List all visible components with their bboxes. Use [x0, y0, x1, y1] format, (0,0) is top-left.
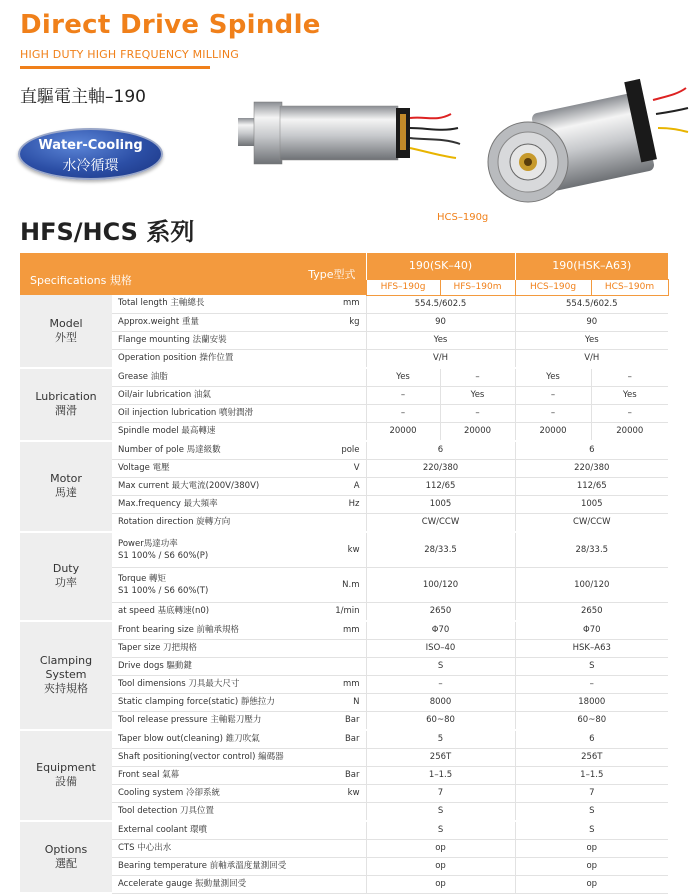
table-row: Motor 馬達 Number of pole 馬達級數 pole 6 6 [20, 441, 668, 460]
table-row: Clamping System 夾持規格 Front bearing size 前軸承規格 mm Φ70 Φ70 [20, 621, 668, 640]
page-subtitle: HIGH DUTY HIGH FREQUENCY MILLING [20, 48, 239, 61]
title-underline [20, 66, 210, 69]
table-row: Front seal 氣幕 Bar 1–1.5 1–1.5 [20, 766, 668, 784]
table-row: Duty 功率 Power馬達功率 S1 100% / S6 60%(P) kw 28/33.5 28/33.5 [20, 532, 668, 568]
table-row: Model 外型 Total length 主軸總長 mm 554.5/602.5 554.5/602.5 [20, 295, 668, 313]
table-row: Bearing temperature 前軸承溫度量測回受 op op [20, 857, 668, 875]
group-options: Options 選配 [20, 821, 112, 894]
table-row: Oil/air lubrication 油氣 – Yes – Yes [20, 386, 668, 404]
group-lubrication: Lubrication 潤滑 [20, 368, 112, 441]
table-row: at speed 基底轉速(n0) 1/min 2650 2650 [20, 602, 668, 621]
table-row: Flange mounting 法蘭安裝 Yes Yes [20, 331, 668, 349]
table-row: Equipment 設備 Taper blow out(cleaning) 錐刀吹氣 Bar 5 6 [20, 730, 668, 749]
spindle-front-image [478, 80, 688, 210]
sub-hfs-190g: HFS–190g [366, 279, 440, 295]
chinese-model-title: 直驅電主軸–190 [20, 87, 146, 107]
table-row: Drive dogs 驅動鍵 S S [20, 657, 668, 675]
image-caption: HCS–190g [437, 212, 489, 223]
table-row: Operation position 操作位置 V/H V/H [20, 349, 668, 368]
table-row: Oil injection lubrication 噴射潤滑 – – – – [20, 404, 668, 422]
badge-chinese: 水冷循環 [62, 158, 119, 174]
table-row: Approx.weight 重量 kg 90 90 [20, 313, 668, 331]
group-hsk-header: 190(HSK–A63) [515, 253, 668, 279]
group-motor: Motor 馬達 [20, 441, 112, 532]
spindle-side-image [236, 88, 466, 178]
table-row: Tool release pressure 主軸鬆刀壓力 Bar 60~80 60~80 [20, 711, 668, 730]
table-row: Cooling system 冷卻系統 kw 7 7 [20, 784, 668, 802]
group-clamping: Clamping System 夾持規格 [20, 621, 112, 730]
group-sk40-header: 190(SK–40) [366, 253, 515, 279]
table-row: Tool detection 刀具位置 S S [20, 802, 668, 821]
table-row: Tool dimensions 刀具最大尺寸 mm – – [20, 675, 668, 693]
table-row: Options 選配 External coolant 環噴 S S [20, 821, 668, 840]
sub-hfs-190m: HFS–190m [440, 279, 515, 295]
series-title: HFS/HCS 系列 [20, 218, 195, 246]
table-row: Spindle model 最高轉速 20000 20000 20000 20000 [20, 422, 668, 441]
water-cooling-badge [18, 128, 163, 180]
table-row: Shaft positioning(vector control) 編碼器 256T 256T [20, 748, 668, 766]
type-header: Type型式 [272, 253, 366, 295]
badge-english: Water-Cooling [38, 138, 143, 153]
table-row: Lubrication 潤滑 Grease 油脂 Yes – Yes – [20, 368, 668, 387]
sub-hcs-190m: HCS–190m [591, 279, 668, 295]
specifications-table [20, 253, 668, 894]
sub-hcs-190g: HCS–190g [515, 279, 591, 295]
table-row: Max current 最大電流(200V/380V) A 112/65 112/65 [20, 477, 668, 495]
table-row: Voltage 電壓 V 220/380 220/380 [20, 459, 668, 477]
group-equipment: Equipment 設備 [20, 730, 112, 821]
spec-header: Specifications 規格 [20, 253, 272, 295]
power-label: Power馬達功率 S1 100% / S6 60%(P) [112, 532, 272, 568]
table-row: Max.frequency 最大頻率 Hz 1005 1005 [20, 495, 668, 513]
table-row: Accelerate gauge 振動量測回受 op op [20, 875, 668, 893]
page-title: Direct Drive Spindle [20, 10, 321, 40]
group-model: Model 外型 [20, 295, 112, 368]
table-row: Static clamping force(static) 靜態拉力 N 8000 18000 [20, 693, 668, 711]
table-row: CTS 中心出水 op op [20, 839, 668, 857]
group-duty: Duty 功率 [20, 532, 112, 621]
table-row: Rotation direction 旋轉方向 CW/CCW CW/CCW [20, 513, 668, 532]
table-row: Torque 轉矩 S1 100% / S6 60%(T) N.m 100/120 100/120 [20, 567, 668, 602]
torque-label: Torque 轉矩 S1 100% / S6 60%(T) [112, 567, 272, 602]
table-row: Taper size 刀把規格 ISO–40 HSK–A63 [20, 639, 668, 657]
